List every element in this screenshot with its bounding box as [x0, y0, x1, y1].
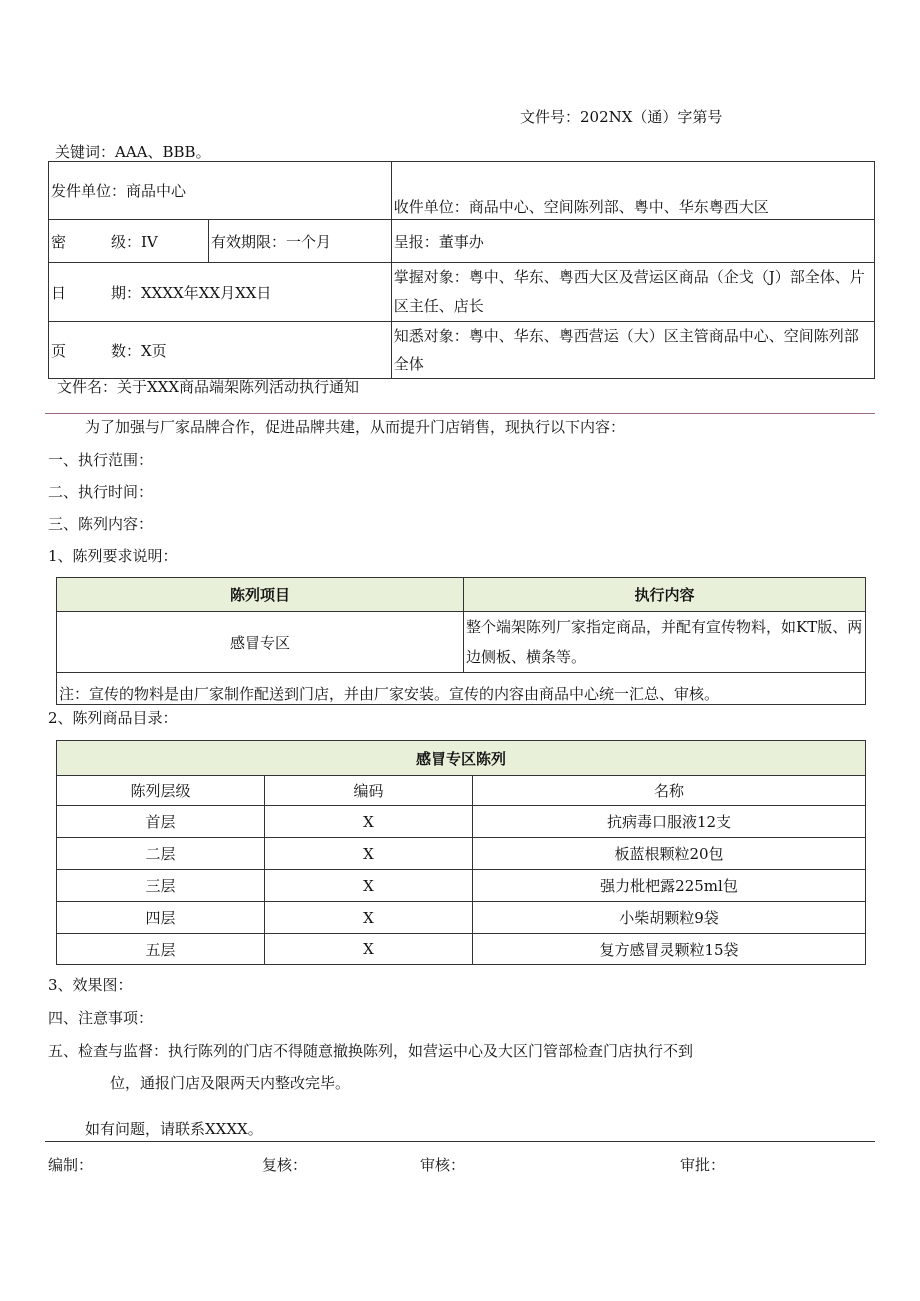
level: 首层 — [57, 806, 265, 838]
display-item: 感冒专区 — [57, 612, 464, 673]
col-header: 编码 — [265, 776, 473, 806]
section-3-3: 3、效果图： — [48, 976, 133, 994]
validity: 有效期限：一个月 — [209, 220, 392, 263]
level: 二层 — [57, 838, 265, 870]
section-3-1: 1、陈列要求说明： — [48, 547, 178, 565]
intro: 为了加强与厂家品牌合作，促进品牌共建，从而提升门店销售，现执行以下内容： — [85, 418, 626, 436]
footer-review: 复核： — [262, 1156, 308, 1174]
section-1: 一、执行范围： — [48, 451, 154, 469]
section-4: 四、注意事项： — [48, 1009, 154, 1027]
product-name: 抗病毒口服液12支 — [473, 806, 866, 838]
footer-edit: 编制： — [48, 1156, 94, 1174]
level: 三层 — [57, 870, 265, 902]
code: X — [265, 934, 473, 965]
display-content: 整个端架陈列厂家指定商品，并配有宣传物料，如KT版、两边侧板、横条等。 — [464, 612, 866, 673]
inform-target: 知悉对象：粤中、华东、粤西营运（大）区主管商品中心、空间陈列部全体 — [391, 322, 874, 379]
header-table — [48, 161, 875, 379]
table-row — [57, 934, 866, 965]
note: 注：宣传的物料是由厂家制作配送到门店，并由厂家安装。宣传的内容由商品中心统一汇总、审核。 — [57, 673, 866, 705]
code: X — [265, 902, 473, 934]
contact: 如有问题，请联系XXXX。 — [85, 1120, 263, 1138]
col-header: 陈列项目 — [57, 578, 464, 612]
section-2: 二、执行时间： — [48, 483, 154, 501]
table-row — [57, 838, 866, 870]
keywords: 关键词：AAA、BBB。 — [55, 143, 211, 161]
section-5-cont: 位，通报门店及限两天内整改完毕。 — [110, 1074, 351, 1092]
master-target: 掌握对象：粤中、华东、粤西大区及营运区商品（企戈（J）部全体、片区主任、店长 — [391, 263, 874, 322]
catalog-title: 感冒专区陈列 — [57, 741, 866, 776]
table-row — [57, 870, 866, 902]
section-5: 五、检查与监督：执行陈列的门店不得随意撤换陈列，如营运中心及大区门管部检查门店执行不到 — [48, 1042, 694, 1060]
product-name: 复方感冒灵颗粒15袋 — [473, 934, 866, 965]
divider — [45, 413, 875, 414]
code: X — [265, 806, 473, 838]
pages: 页 数：X页 — [49, 322, 392, 379]
secret-level: 密 级：IV — [49, 220, 209, 263]
level: 五层 — [57, 934, 265, 965]
col-header: 执行内容 — [464, 578, 866, 612]
sender: 发件单位：商品中心 — [49, 162, 392, 220]
level: 四层 — [57, 902, 265, 934]
table-row — [57, 902, 866, 934]
report: 呈报：董事办 — [391, 220, 874, 263]
catalog-table — [56, 740, 866, 965]
section-3-2: 2、陈列商品目录： — [48, 709, 178, 727]
col-header: 陈列层级 — [57, 776, 265, 806]
product-name: 小柴胡颗粒9袋 — [473, 902, 866, 934]
footer-divider — [45, 1141, 875, 1142]
receiver: 收件单位：商品中心、空间陈列部、粤中、华东粤西大区 — [391, 162, 874, 220]
product-name: 强力枇杷露225ml包 — [473, 870, 866, 902]
product-name: 板蓝根颗粒20包 — [473, 838, 866, 870]
section-3: 三、陈列内容： — [48, 515, 154, 533]
doc-number: 文件号：202NX（通）字第号 — [520, 108, 723, 126]
footer-approve: 审批： — [680, 1156, 726, 1174]
footer-audit: 审核： — [420, 1156, 466, 1174]
col-header: 名称 — [473, 776, 866, 806]
code: X — [265, 838, 473, 870]
requirement-table — [56, 577, 866, 705]
date: 日 期：XXXX年XX月XX日 — [49, 263, 392, 322]
code: X — [265, 870, 473, 902]
file-name: 文件名：关于XXX商品端架陈列活动执行通知 — [57, 378, 360, 396]
table-row — [57, 806, 866, 838]
